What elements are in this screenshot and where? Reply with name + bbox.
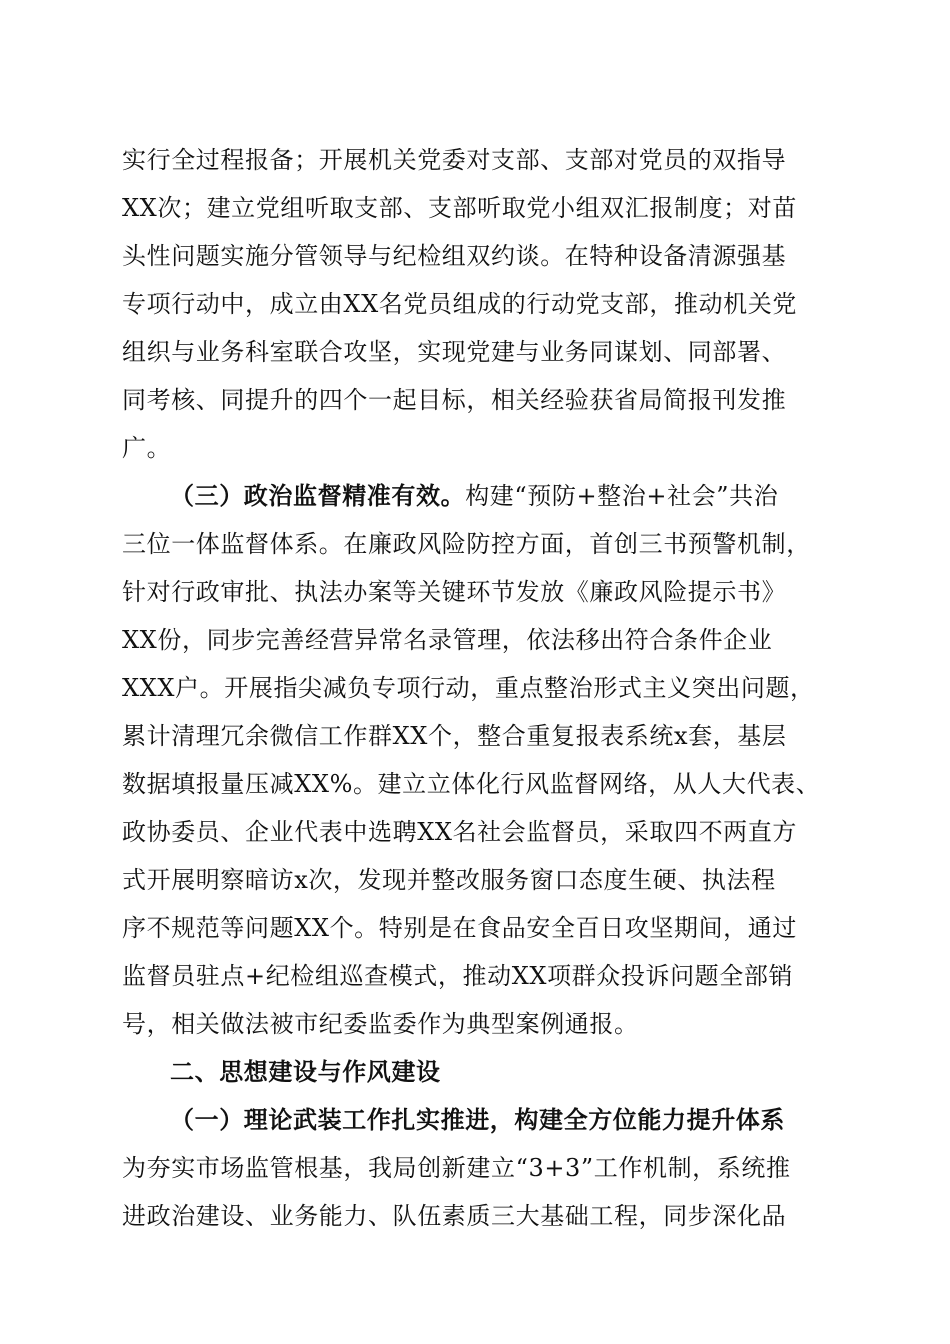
paragraph-line: 组织与业务科室联合攻坚，实现党建与业务同谋划、同部署、 bbox=[122, 338, 787, 366]
paragraph-line: 序不规范等问题XX个。特别是在食品安全百日攻坚期间，通过 bbox=[122, 914, 797, 942]
paragraph-line: 同考核、同提升的四个一起目标，相关经验获省局简报刊发推 bbox=[122, 386, 787, 414]
paragraph-line: 头性问题实施分管领导与纪检组双约谈。在特种设备清源强基 bbox=[122, 242, 787, 270]
paragraph-line: 号，相关做法被市纪委监委作为典型案例通报。 bbox=[122, 1010, 639, 1038]
paragraph-line: 累计清理冗余微信工作群XX个，整合重复报表系统x套，基层 bbox=[122, 722, 787, 750]
paragraph-line: 数据填报量压减XX%。建立立体化行风监督网络，从人大代表、 bbox=[122, 770, 821, 798]
paragraph-line: XXX户。开展指尖减负专项行动，重点整治形式主义突出问题， bbox=[122, 674, 815, 702]
paragraph-line: 广。 bbox=[122, 434, 172, 462]
paragraph-line: 进政治建设、业务能力、队伍素质三大基础工程，同步深化品 bbox=[122, 1202, 787, 1230]
paragraph-line: 政协委员、企业代表中选聘XX名社会监督员，采取四不两直方 bbox=[122, 818, 797, 846]
paragraph-line: 监督员驻点+纪检组巡查模式，推动XX项群众投诉问题全部销 bbox=[122, 962, 794, 990]
paragraph-line: XX次；建立党组听取支部、支部听取党小组双汇报制度；对苗 bbox=[122, 194, 797, 222]
paragraph-line: XX份，同步完善经营异常名录管理，依法移出符合条件企业 bbox=[122, 626, 773, 654]
section-heading: 二、思想建设与作风建设 bbox=[170, 1058, 441, 1086]
paragraph-line: 三位一体监督体系。在廉政风险防控方面，首创三书预警机制， bbox=[122, 530, 811, 558]
paragraph-line: 实行全过程报备；开展机关党委对支部、支部对党员的双指导 bbox=[122, 146, 787, 174]
paragraph-line: 式开展明察暗访x次，发现并整改服务窗口态度生硬、执法程 bbox=[122, 866, 776, 894]
subsection-title: （一）理论武装工作扎实推进，构建全方位能力提升体系 bbox=[170, 1105, 785, 1134]
section-3-title: （三）政治监督精准有效。 bbox=[170, 481, 466, 510]
section-3-first-line-text: 构建“预防+整治+社会”共治 bbox=[465, 482, 779, 510]
paragraph-line: 专项行动中，成立由XX名党员组成的行动党支部，推动机关党 bbox=[122, 290, 797, 318]
paragraph-line: 针对行政审批、执法办案等关键环节发放《廉政风险提示书》 bbox=[122, 578, 787, 606]
paragraph-line: 为夯实市场监管根基，我局创新建立“3+3”工作机制，系统推 bbox=[122, 1154, 791, 1182]
section-3-first-line bbox=[170, 480, 778, 512]
